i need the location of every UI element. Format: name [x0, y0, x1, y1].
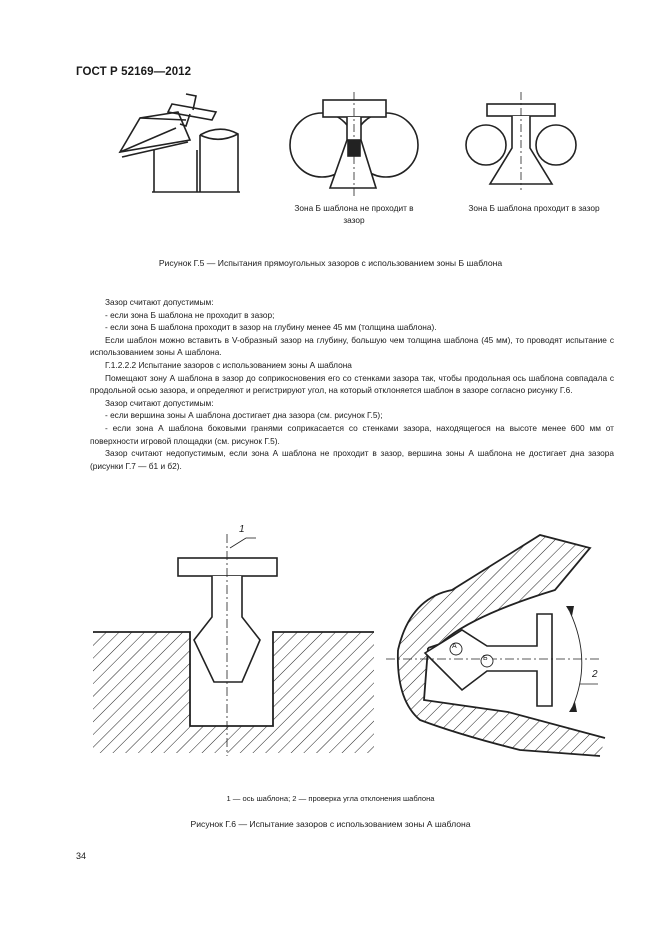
- document-header: ГОСТ Р 52169—2012: [76, 66, 192, 78]
- figure-6-label-angle: 2: [592, 669, 598, 680]
- page-number: 34: [76, 851, 87, 861]
- section-heading: Г.1.2.2.2 Испытание зазоров с использованием зоны А шаблона: [105, 359, 352, 370]
- figure-6-label-axis: 1: [239, 524, 245, 535]
- body-line: - если зона А шаблона боковыми гранями соприкасается со стенками зазора, находящегося на высоте менее 600 мм от поверхности игровой площадки (см. рисунок Г.5).: [90, 422, 614, 446]
- figure-5-title: Рисунок Г.5 — Испытания прямоугольных зазоров с использованием зоны Б шаблона: [158, 258, 503, 268]
- body-text: [90, 296, 614, 472]
- figure-6-left-drawing: [93, 534, 374, 756]
- zone-b-not-passing-sketch: [290, 92, 418, 196]
- zone-a-marker: А: [452, 643, 457, 650]
- body-line: Зазор считают недопустимым, если зона А шаблона не проходит в зазор, вершина зоны А шаблона не достигает дна зазора (рисунки Г.7 — б1 и б2).: [90, 448, 614, 471]
- body-line: Помещают зону А шаблона в зазор до соприкосновения его со стенками зазора так, чтобы продольная ось шаблона совпадала с продольной осью зазора, и определяют и регистрируют угол, на который отклоняется шаблон в зазоре согласно рисунку Г.6.: [90, 372, 614, 396]
- body-line: - если вершина зоны А шаблона достигает дна зазора (см. рисунок Г.5);: [105, 410, 383, 421]
- body-line: Зазор считают допустимым:: [105, 397, 214, 408]
- figure-6-right-drawing: [386, 535, 605, 756]
- zone-b-marker: Б: [483, 655, 488, 662]
- zone-b-passing-sketch: [466, 92, 576, 190]
- figure-5-caption-right: Зона Б шаблона проходит в зазор: [468, 203, 600, 213]
- figure-6-title: Рисунок Г.6 — Испытание зазоров с использованием зоны А шаблона: [190, 819, 471, 829]
- body-line: - если зона Б шаблона проходит в зазор на глубину менее 45 мм (толщина шаблона).: [105, 322, 437, 333]
- figure-6-legend: 1 — ось шаблона; 2 — проверка угла отклонения шаблона: [226, 794, 435, 803]
- perspective-template-sketch: [120, 94, 240, 192]
- body-line: Зазор считают допустимым:: [105, 297, 214, 307]
- body-line: Если шаблон можно вставить в V-образный зазор на глубину, большую чем толщина шаблона (45 мм), то проводят испытание с использованием зоны А шаблона.: [90, 334, 614, 358]
- body-line: - если зона Б шаблона не проходит в зазор;: [105, 309, 275, 320]
- figure-5-caption-left: Зона Б шаблона не проходит в зазор: [294, 203, 414, 225]
